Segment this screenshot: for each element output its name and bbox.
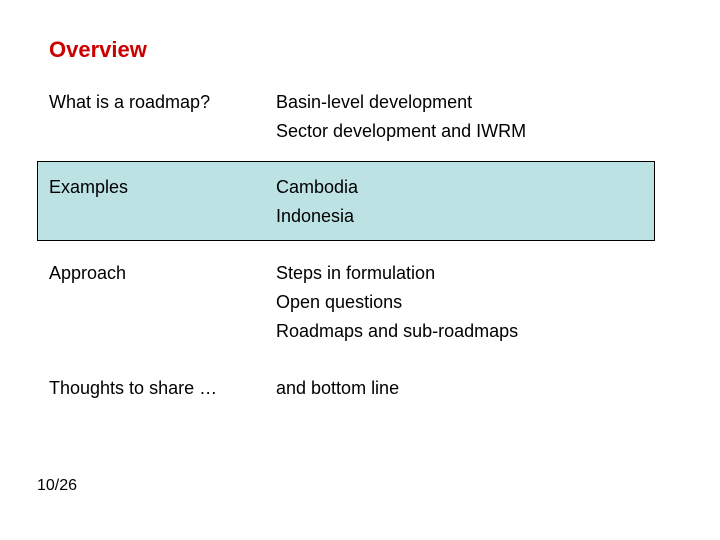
section-items xyxy=(276,173,358,231)
section-item: and bottom line xyxy=(276,378,400,398)
section-items xyxy=(276,374,399,403)
section-label: What is a roadmap? xyxy=(49,92,211,112)
section-item: Open questions xyxy=(276,292,403,312)
section-items xyxy=(276,88,526,146)
section-label: Thoughts to share … xyxy=(49,378,218,398)
slide-title: Overview xyxy=(49,37,147,62)
section-label: Approach xyxy=(49,263,127,283)
section-item: Cambodia xyxy=(276,177,359,197)
section-item: Indonesia xyxy=(276,206,355,226)
section-item: Steps in formulation xyxy=(276,263,436,283)
section-item: Roadmaps and sub-roadmaps xyxy=(276,321,519,341)
page-number: 10/26 xyxy=(37,477,78,494)
section-item: Sector development and IWRM xyxy=(276,121,527,141)
section-item: Basin-level development xyxy=(276,92,473,112)
section-label: Examples xyxy=(49,177,129,197)
section-items xyxy=(276,259,518,346)
